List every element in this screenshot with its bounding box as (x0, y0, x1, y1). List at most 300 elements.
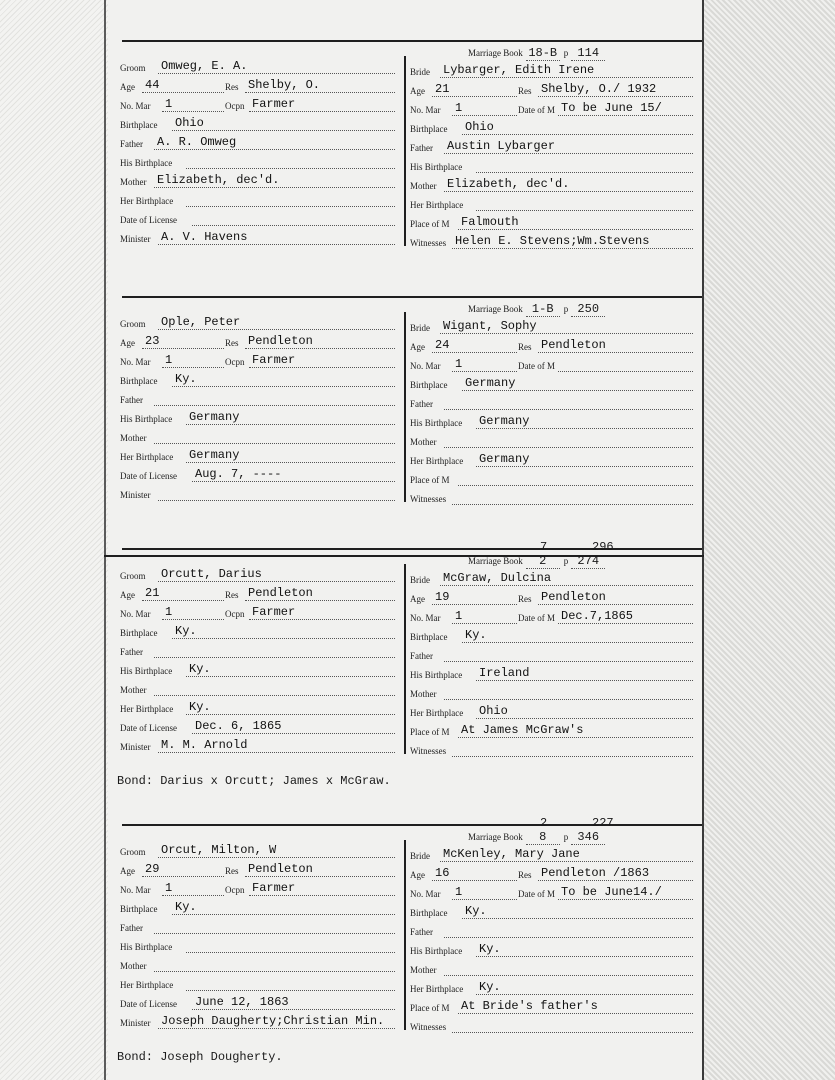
father-label: Father (120, 923, 143, 933)
birthplace-value: Ohio (172, 116, 395, 131)
no-mar-label: No. Mar (410, 361, 441, 371)
witnesses-value (452, 1032, 693, 1033)
her-birthplace-label: Her Birthplace (120, 196, 174, 206)
page-label: p (563, 304, 569, 314)
groom-row (120, 314, 396, 330)
birthplace-value: Ky. (462, 628, 693, 643)
name-value: McGraw, Dulcina (440, 571, 693, 586)
page-superscript: 296 (592, 540, 614, 554)
mother-value (154, 443, 395, 444)
no-mar-value: 1 (452, 101, 517, 116)
birthplace-row (120, 623, 396, 639)
her-birthplace-row (410, 451, 694, 467)
marriage-book-label: Marriage Book (468, 304, 523, 314)
page-number: 274 (571, 554, 605, 569)
date-of-license-value: Aug. 7, ---- (192, 467, 395, 482)
her-birthplace-row (120, 447, 396, 463)
place-of-m-label: Place of M (410, 219, 450, 229)
age-row (410, 337, 694, 353)
mother-label: Mother (410, 965, 437, 975)
his-birthplace-label: His Birthplace (120, 942, 173, 952)
his-birthplace-value (186, 168, 395, 169)
bride-label: Bride (410, 851, 430, 861)
date-of-license-row (120, 718, 396, 734)
father-row (410, 646, 694, 662)
her-birthplace-label: Her Birthplace (410, 708, 464, 718)
scan-edge-line (104, 0, 106, 1080)
age-row (410, 865, 694, 881)
birthplace-row (120, 371, 396, 387)
age-row (120, 585, 396, 601)
witnesses-value (452, 756, 693, 757)
place-of-m-value (458, 485, 693, 486)
no-mar-value: 1 (452, 609, 517, 624)
age-value: 16 (432, 866, 517, 881)
bride-column (410, 570, 694, 760)
birthplace-value: Ky. (172, 900, 395, 915)
age-label: Age (120, 590, 135, 600)
no-mar-label: No. Mar (120, 357, 151, 367)
no-mar-label: No. Mar (120, 609, 151, 619)
father-row (120, 390, 396, 406)
date-of-m-value (558, 371, 693, 372)
birthplace-label: Birthplace (120, 120, 158, 130)
father-row (120, 134, 396, 150)
marriage-book-ref (468, 554, 605, 569)
his-birthplace-value: Ireland (476, 666, 693, 681)
record-center-rule (404, 840, 406, 1030)
no-mar-row (410, 608, 694, 624)
her-birthplace-value: Ky. (476, 980, 693, 995)
age-label: Age (410, 342, 425, 352)
marriage-book-number: 1-B (526, 302, 560, 317)
no-mar-label: No. Mar (120, 101, 151, 111)
res-label: Res (518, 342, 532, 352)
ocpn-value: Farmer (249, 605, 395, 620)
minister-row (120, 229, 396, 245)
bride-row (410, 570, 694, 586)
marriage-book-number: 8 (526, 830, 560, 845)
date-of-license-row (120, 994, 396, 1010)
ocpn-label: Ocpn (225, 885, 245, 895)
page-number: 346 (571, 830, 605, 845)
place-of-m-row (410, 998, 694, 1014)
res-value: Pendleton (538, 590, 693, 605)
no-mar-row (120, 96, 396, 112)
his-birthplace-row (120, 153, 396, 169)
age-label: Age (120, 338, 135, 348)
no-mar-row (410, 100, 694, 116)
witnesses-row (410, 489, 694, 505)
place-of-m-label: Place of M (410, 1003, 450, 1013)
minister-label: Minister (120, 234, 151, 244)
his-birthplace-value: Germany (476, 414, 693, 429)
name-value: Orcut, Milton, W (158, 843, 395, 858)
page-label: p (563, 556, 569, 566)
groom-row (120, 842, 396, 858)
bride-column (410, 318, 694, 508)
mother-label: Mother (120, 433, 147, 443)
birthplace-row (120, 899, 396, 915)
mother-row (120, 172, 396, 188)
her-birthplace-value (186, 206, 395, 207)
no-mar-row (120, 352, 396, 368)
date-of-m-label: Date of M (518, 361, 555, 371)
age-value: 23 (142, 334, 224, 349)
mother-row (410, 432, 694, 448)
minister-value: M. M. Arnold (158, 738, 395, 753)
her-birthplace-label: Her Birthplace (410, 984, 464, 994)
her-birthplace-row (410, 979, 694, 995)
page-label: p (563, 832, 569, 842)
her-birthplace-row (120, 975, 396, 991)
father-value (444, 661, 693, 662)
minister-row (120, 1013, 396, 1029)
groom-column (120, 58, 396, 248)
his-birthplace-row (410, 665, 694, 681)
mother-label: Mother (410, 689, 437, 699)
name-value: Lybarger, Edith Irene (440, 63, 693, 78)
father-row (410, 394, 694, 410)
bride-label: Bride (410, 67, 430, 77)
mother-label: Mother (410, 437, 437, 447)
res-label: Res (518, 594, 532, 604)
res-value: Shelby, O. (245, 78, 395, 93)
birthplace-value: Ohio (462, 120, 693, 135)
father-row (410, 922, 694, 938)
place-of-m-value: At Bride's father's (458, 999, 693, 1014)
record-top-rule (122, 548, 702, 550)
his-birthplace-value: Germany (186, 410, 395, 425)
no-mar-label: No. Mar (410, 613, 441, 623)
res-label: Res (225, 82, 239, 92)
her-birthplace-label: Her Birthplace (120, 980, 174, 990)
ocpn-value: Farmer (249, 353, 395, 368)
marriage-book-label: Marriage Book (468, 832, 523, 842)
scan-margin-right (702, 0, 835, 1080)
res-value: Pendleton (538, 338, 693, 353)
res-label: Res (225, 866, 239, 876)
mother-value: Elizabeth, dec'd. (154, 173, 395, 188)
witnesses-row (410, 1017, 694, 1033)
minister-label: Minister (120, 490, 151, 500)
date-of-license-value: Dec. 6, 1865 (192, 719, 395, 734)
witnesses-value: Helen E. Stevens;Wm.Stevens (452, 234, 693, 249)
no-mar-value: 1 (452, 885, 517, 900)
father-label: Father (410, 143, 433, 153)
minister-value: Joseph Daugherty;Christian Min. (158, 1014, 395, 1029)
ocpn-value: Farmer (249, 97, 395, 112)
his-birthplace-value (476, 172, 693, 173)
her-birthplace-value (186, 990, 395, 991)
name-value: Ople, Peter (158, 315, 395, 330)
father-row (410, 138, 694, 154)
res-label: Res (225, 338, 239, 348)
father-label: Father (120, 139, 143, 149)
her-birthplace-value: Germany (476, 452, 693, 467)
date-of-license-row (120, 466, 396, 482)
witnesses-label: Witnesses (410, 238, 447, 248)
age-value: 21 (142, 586, 224, 601)
his-birthplace-row (410, 157, 694, 173)
book-superscript: 7 (540, 540, 548, 554)
mother-label: Mother (410, 181, 437, 191)
res-value: Pendleton /1863 (538, 866, 693, 881)
father-row (120, 642, 396, 658)
birthplace-label: Birthplace (120, 376, 158, 386)
groom-column (120, 314, 396, 504)
minister-label: Minister (120, 742, 151, 752)
birthplace-label: Birthplace (410, 124, 448, 134)
groom-label: Groom (120, 847, 146, 857)
bride-label: Bride (410, 323, 430, 333)
his-birthplace-label: His Birthplace (120, 414, 173, 424)
bride-column (410, 846, 694, 1036)
bride-row (410, 846, 694, 862)
marriage-book-number: 18-B (526, 46, 560, 61)
mother-row (120, 680, 396, 696)
record-top-rule (122, 296, 702, 298)
no-mar-label: No. Mar (410, 105, 441, 115)
res-value: Shelby, O./ 1932 (538, 82, 693, 97)
res-value: Pendleton (245, 862, 395, 877)
her-birthplace-label: Her Birthplace (120, 452, 174, 462)
mother-value (154, 695, 395, 696)
no-mar-value: 1 (162, 881, 224, 896)
date-of-m-value: To be June 15/ (558, 101, 693, 116)
marriage-book-number: 2 (526, 554, 560, 569)
date-of-m-value: To be June14./ (558, 885, 693, 900)
age-label: Age (410, 870, 425, 880)
bond-note: Bond: Darius x Orcutt; James x McGraw. (117, 774, 391, 788)
witnesses-row (410, 233, 694, 249)
place-of-m-value: At James McGraw's (458, 723, 693, 738)
father-value (154, 933, 395, 934)
marriage-book-ref (468, 46, 605, 61)
minister-label: Minister (120, 1018, 151, 1028)
ocpn-label: Ocpn (225, 357, 245, 367)
groom-row (120, 566, 396, 582)
marriage-book-label: Marriage Book (468, 48, 523, 58)
age-label: Age (410, 86, 425, 96)
witnesses-label: Witnesses (410, 1022, 447, 1032)
mother-row (410, 176, 694, 192)
his-birthplace-label: His Birthplace (410, 946, 463, 956)
father-row (120, 918, 396, 934)
date-of-license-label: Date of License (120, 215, 177, 225)
date-of-license-row (120, 210, 396, 226)
minister-row (120, 737, 396, 753)
ocpn-label: Ocpn (225, 101, 245, 111)
father-label: Father (120, 647, 143, 657)
date-of-license-label: Date of License (120, 999, 177, 1009)
birthplace-label: Birthplace (120, 628, 158, 638)
record-center-rule (404, 564, 406, 754)
birthplace-label: Birthplace (410, 380, 448, 390)
record-top-rule (122, 824, 702, 826)
name-value: McKenley, Mary Jane (440, 847, 693, 862)
place-of-m-row (410, 722, 694, 738)
no-mar-row (120, 604, 396, 620)
his-birthplace-row (120, 409, 396, 425)
date-of-m-label: Date of M (518, 889, 555, 899)
age-value: 44 (142, 78, 224, 93)
father-value (154, 405, 395, 406)
place-of-m-value: Falmouth (458, 215, 693, 230)
mother-value (444, 975, 693, 976)
his-birthplace-label: His Birthplace (120, 666, 173, 676)
date-of-m-label: Date of M (518, 613, 555, 623)
ocpn-value: Farmer (249, 881, 395, 896)
groom-row (120, 58, 396, 74)
witnesses-label: Witnesses (410, 746, 447, 756)
bond-note: Bond: Joseph Dougherty. (117, 1050, 283, 1064)
minister-value (158, 500, 395, 501)
birthplace-row (410, 627, 694, 643)
her-birthplace-value: Germany (186, 448, 395, 463)
birthplace-value: Ky. (462, 904, 693, 919)
his-birthplace-label: His Birthplace (410, 418, 463, 428)
bride-column (410, 62, 694, 252)
his-birthplace-row (120, 661, 396, 677)
date-of-license-value (192, 225, 395, 226)
age-row (120, 333, 396, 349)
father-label: Father (410, 399, 433, 409)
her-birthplace-label: Her Birthplace (120, 704, 174, 714)
place-of-m-label: Place of M (410, 475, 450, 485)
name-value: Orcutt, Darius (158, 567, 395, 582)
res-value: Pendleton (245, 586, 395, 601)
scan-margin-left (0, 0, 108, 1080)
groom-column (120, 566, 396, 756)
place-of-m-label: Place of M (410, 727, 450, 737)
marriage-record (112, 296, 702, 516)
record-center-rule (404, 56, 406, 246)
mother-label: Mother (120, 177, 147, 187)
marriage-book-ref (468, 830, 605, 845)
bride-row (410, 62, 694, 78)
birthplace-label: Birthplace (410, 908, 448, 918)
no-mar-value: 1 (162, 97, 224, 112)
mother-value (444, 447, 693, 448)
date-of-license-label: Date of License (120, 471, 177, 481)
marriage-record (112, 40, 702, 260)
witnesses-label: Witnesses (410, 494, 447, 504)
date-of-m-label: Date of M (518, 105, 555, 115)
her-birthplace-label: Her Birthplace (410, 456, 464, 466)
mother-row (120, 956, 396, 972)
his-birthplace-value: Ky. (476, 942, 693, 957)
res-value: Pendleton (245, 334, 395, 349)
ocpn-label: Ocpn (225, 609, 245, 619)
his-birthplace-label: His Birthplace (410, 670, 463, 680)
no-mar-label: No. Mar (120, 885, 151, 895)
mother-label: Mother (120, 685, 147, 695)
mother-row (410, 960, 694, 976)
res-label: Res (518, 86, 532, 96)
her-birthplace-value: Ohio (476, 704, 693, 719)
age-row (120, 861, 396, 877)
age-row (120, 77, 396, 93)
groom-label: Groom (120, 63, 146, 73)
father-label: Father (120, 395, 143, 405)
minister-value: A. V. Havens (158, 230, 395, 245)
minister-row (120, 485, 396, 501)
her-birthplace-row (410, 195, 694, 211)
age-label: Age (120, 866, 135, 876)
place-of-m-row (410, 214, 694, 230)
name-value: Omweg, E. A. (158, 59, 395, 74)
bride-row (410, 318, 694, 334)
page-superscript: 227 (592, 816, 614, 830)
groom-column (120, 842, 396, 1032)
father-value: Austin Lybarger (444, 139, 693, 154)
mother-value (154, 971, 395, 972)
groom-label: Groom (120, 319, 146, 329)
no-mar-value: 1 (452, 357, 517, 372)
no-mar-value: 1 (162, 353, 224, 368)
age-row (410, 81, 694, 97)
bride-label: Bride (410, 575, 430, 585)
record-center-rule (404, 312, 406, 502)
his-birthplace-value: Ky. (186, 662, 395, 677)
marriage-book-ref (468, 302, 605, 317)
no-mar-value: 1 (162, 605, 224, 620)
record-top-rule (122, 40, 702, 42)
birthplace-value: Ky. (172, 624, 395, 639)
no-mar-label: No. Mar (410, 889, 441, 899)
mother-value (444, 699, 693, 700)
father-label: Father (410, 927, 433, 937)
page-label: p (563, 48, 569, 58)
res-label: Res (225, 590, 239, 600)
her-birthplace-value (476, 210, 693, 211)
witnesses-value (452, 504, 693, 505)
father-value (444, 409, 693, 410)
no-mar-row (410, 884, 694, 900)
birthplace-label: Birthplace (410, 632, 448, 642)
marriage-record (112, 816, 702, 1044)
mother-row (410, 684, 694, 700)
father-value (444, 937, 693, 938)
page-number: 114 (571, 46, 605, 61)
birthplace-row (410, 375, 694, 391)
her-birthplace-label: Her Birthplace (410, 200, 464, 210)
page-number: 250 (571, 302, 605, 317)
marriage-record (112, 540, 702, 768)
no-mar-row (120, 880, 396, 896)
marriage-book-label: Marriage Book (468, 556, 523, 566)
age-value: 19 (432, 590, 517, 605)
mother-value: Elizabeth, dec'd. (444, 177, 693, 192)
her-birthplace-value: Ky. (186, 700, 395, 715)
her-birthplace-row (410, 703, 694, 719)
birthplace-row (410, 903, 694, 919)
his-birthplace-label: His Birthplace (410, 162, 463, 172)
father-value (154, 657, 395, 658)
mother-label: Mother (120, 961, 147, 971)
place-of-m-row (410, 470, 694, 486)
age-value: 24 (432, 338, 517, 353)
father-label: Father (410, 651, 433, 661)
age-label: Age (120, 82, 135, 92)
birthplace-row (410, 119, 694, 135)
his-birthplace-row (410, 941, 694, 957)
birthplace-value: Ky. (172, 372, 395, 387)
her-birthplace-row (120, 699, 396, 715)
age-row (410, 589, 694, 605)
book-superscript: 2 (540, 816, 548, 830)
